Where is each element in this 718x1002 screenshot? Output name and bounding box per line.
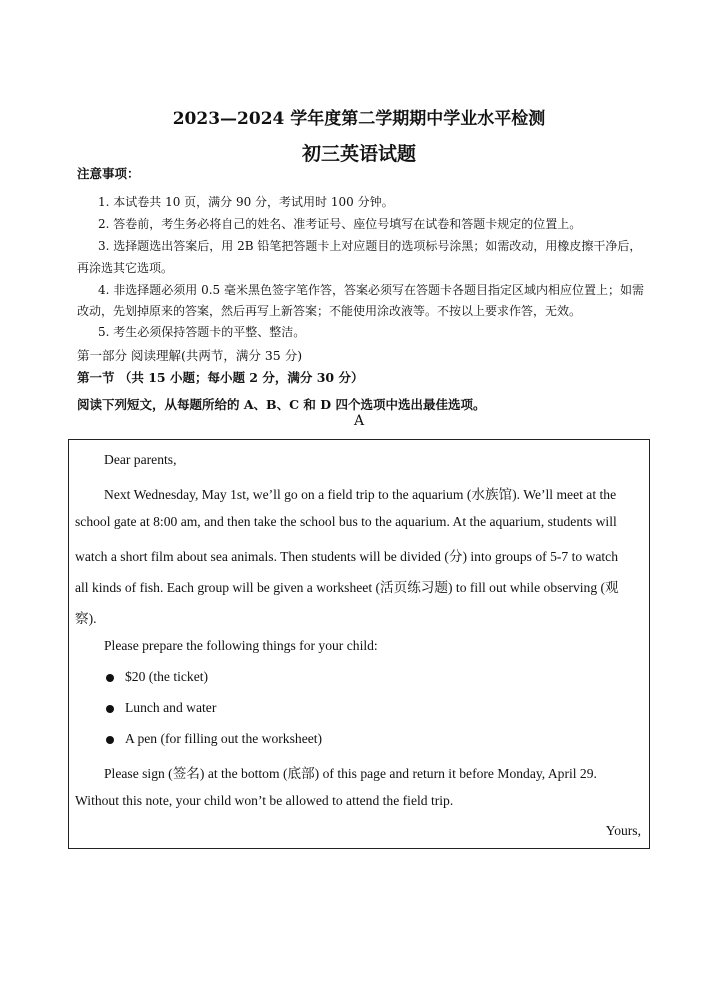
passage-closing: Yours, [605, 823, 641, 838]
notice-item: 4. 非选择题必须用 0.5 毫米黑色签字笔作答，答案必须写在答题卡各题目指定区域内相应位置上；如需 [98, 283, 644, 297]
notice-item: 5. 考生必须保持答题卡的平整、整洁。 [98, 325, 306, 339]
passage-line: school gate at 8:00 am, and then take the school bus to the aquarium. At the aquarium, students will [75, 514, 617, 529]
notice-item: 3. 选择题选出答案后，用 2B 铅笔把答题卡上对应题目的选项标号涂黑；如需改动，用橡皮擦干净后， [98, 239, 642, 253]
passage-label: A [353, 413, 365, 429]
list-item: Lunch and water [125, 700, 217, 715]
passage-line: watch a short film about sea animals. Then students will be divided (分) into groups of 5-7 to watch [75, 549, 619, 564]
passage-line: all kinds of fish. Each group will be given a worksheet (活页练习题) to fill out while observing (观 [75, 580, 619, 595]
list-item: $20 (the ticket) [125, 669, 209, 684]
passage-line: Next Wednesday, May 1st, we’ll go on a field trip to the aquarium (水族馆). We’ll meet at the [104, 487, 617, 502]
exam-subtitle: 初三英语试题 [301, 143, 416, 165]
part-heading: 第一部分 阅读理解(共两节，满分 35 分) [77, 348, 303, 363]
passage-greeting: Dear parents, [104, 452, 177, 467]
notice-heading: 注意事项： [77, 166, 140, 181]
list-item: A pen (for filling out the worksheet) [125, 731, 323, 746]
notice-item: 改动，先划掉原来的答案，然后再写上新答案；不能使用涂改液等。不按以上要求作答，无效。 [77, 304, 582, 318]
passage-prepare: Please prepare the following things for your child: [104, 638, 378, 653]
exam-title: 2023—2024 学年度第二学期期中学业水平检测 [172, 109, 546, 129]
notice-item: 1. 本试卷共 10 页，满分 90 分，考试用时 100 分钟。 [98, 195, 394, 209]
bullet-icon [106, 705, 114, 713]
passage-line: Without this note, your child won’t be allowed to attend the field trip. [75, 793, 454, 808]
bullet-icon [106, 736, 114, 744]
notice-item: 再涂选其它选项。 [77, 261, 174, 275]
bullet-icon [106, 674, 114, 682]
passage-line: 察). [75, 611, 97, 626]
notice-item: 2. 答卷前，考生务必将自己的姓名、准考证号、座位号填写在试卷和答题卡规定的位置上。 [98, 217, 582, 231]
passage-line: Please sign (签名) at the bottom (底部) of this page and return it before Monday, April 29. [104, 766, 597, 781]
passage-box [68, 439, 650, 849]
instruction: 阅读下列短文，从每题所给的 A、B、C 和 D 四个选项中选出最佳选项。 [77, 397, 486, 412]
section-heading: 第一节 （共 15 小题；每小题 2 分，满分 30 分） [77, 370, 364, 385]
